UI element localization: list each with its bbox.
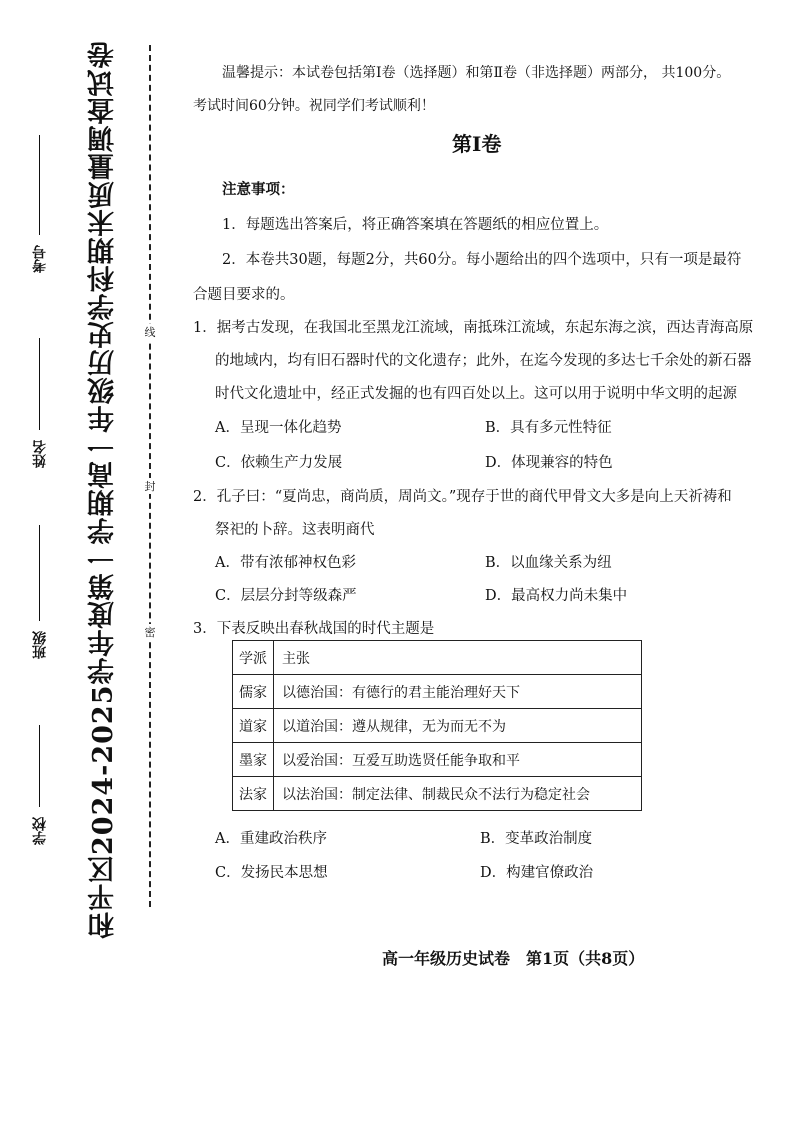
tip-line-1: 温馨提示：本试卷包括第Ⅰ卷（选择题）和第Ⅱ卷（非选择题）两部分， 共100分。 (222, 65, 731, 81)
seal-mark-line: 线 (144, 326, 156, 339)
field-name-blank[interactable] (40, 338, 41, 430)
q2-option-b[interactable]: B．以血缘关系为纽 (485, 555, 612, 571)
field-exam-number-blank[interactable] (40, 135, 41, 235)
field-name (30, 338, 50, 468)
field-class-label: 班级 (32, 631, 48, 659)
q1-stem-line-2: 的地域内，均有旧石器时代的文化遗存；此外，在迄今发现的多达七千余处的新石器 (215, 353, 752, 369)
field-school-blank[interactable] (40, 725, 41, 807)
table-cell-claim: 以德治国：有德行的君主能治理好天下 (274, 675, 642, 709)
table-cell-claim: 以法治国：制定法律、制裁民众不法行为稳定社会 (274, 777, 642, 811)
seal-mark-secret: 密 (144, 626, 156, 639)
q2-option-d[interactable]: D．最高权力尚未集中 (485, 588, 628, 604)
q3-stem-line-1: 3．下表反映出春秋战国的时代主题是 (193, 621, 435, 637)
table-header-school: 学派 (233, 641, 274, 675)
field-exam-number (30, 135, 50, 273)
q1-stem-line-3: 时代文化遗址中，经正式发掘的也有四百处以上。这可以用于说明中华文明的起源 (215, 386, 737, 402)
table-header-claim: 主张 (274, 641, 642, 675)
q2-option-c[interactable]: C．层层分封等级森严 (215, 588, 357, 604)
field-name-label: 姓名 (32, 440, 48, 468)
field-exam-number-label: 考号 (32, 245, 48, 273)
q3-option-a[interactable]: A．重建政治秩序 (215, 831, 327, 847)
q2-stem-line-2: 祭祀的卜辞。这表明商代 (215, 522, 375, 538)
notes-item-1: 1．每题选出答案后，将正确答案填在答题纸的相应位置上。 (222, 217, 609, 233)
page-footer: 高一年级历史试卷 第1页（共8页） (382, 949, 645, 968)
table-cell-school: 墨家 (233, 743, 274, 777)
notes-item-2-line-2: 合题目要求的。 (193, 287, 295, 303)
table-cell-school: 儒家 (233, 675, 274, 709)
q3-option-b[interactable]: B．变革政治制度 (480, 831, 593, 847)
tip-line-2: 考试时间60分钟。祝同学们考试顺利！ (193, 98, 435, 114)
seal-dashed-line (149, 45, 151, 907)
q1-stem-line-1: 1．据考古发现，在我国北至黑龙江流域，南抵珠江流域，东起东海之滨，西达青海高原 (193, 320, 754, 336)
table-row (233, 709, 642, 743)
table-header-row (233, 641, 642, 675)
table-cell-claim: 以爱治国：互爱互助选贤任能争取和平 (274, 743, 642, 777)
field-class-blank[interactable] (40, 525, 41, 621)
table-cell-claim: 以道治国：遵从规律，无为而无不为 (274, 709, 642, 743)
field-school-label: 学校 (32, 817, 48, 845)
exam-title-vertical: 和平区2024-2025学年度第一学期高一年级历史学科期末质量调查试卷 (88, 40, 119, 940)
q1-option-a[interactable]: A．呈现一体化趋势 (215, 420, 342, 436)
table-row (233, 743, 642, 777)
q2-stem-line-1: 2．孔子曰：“夏尚忠，商尚质，周尚文。”现存于世的商代甲骨文大多是向上天祈祷和 (193, 489, 732, 505)
seal-mark-seal: 封 (144, 480, 156, 493)
table-cell-school: 法家 (233, 777, 274, 811)
notes-item-2-line-1: 2．本卷共30题，每题2分，共60分。每小题给出的四个选项中，只有一项是最符 (222, 252, 742, 268)
q1-option-d[interactable]: D．体现兼容的特色 (485, 455, 613, 471)
field-class (30, 525, 50, 659)
notes-heading: 注意事项： (222, 181, 295, 198)
table-cell-school: 道家 (233, 709, 274, 743)
section-title: 第Ⅰ卷 (452, 132, 502, 156)
field-school (30, 725, 50, 845)
table-row (233, 675, 642, 709)
q3-option-d[interactable]: D．构建官僚政治 (480, 865, 594, 881)
table-row (233, 777, 642, 811)
q1-option-b[interactable]: B．具有多元性特征 (485, 420, 612, 436)
q3-school-table (232, 640, 642, 811)
q2-option-a[interactable]: A．带有浓郁神权色彩 (215, 555, 356, 571)
q1-option-c[interactable]: C．依赖生产力发展 (215, 455, 343, 471)
q3-option-c[interactable]: C．发扬民本思想 (215, 865, 328, 881)
